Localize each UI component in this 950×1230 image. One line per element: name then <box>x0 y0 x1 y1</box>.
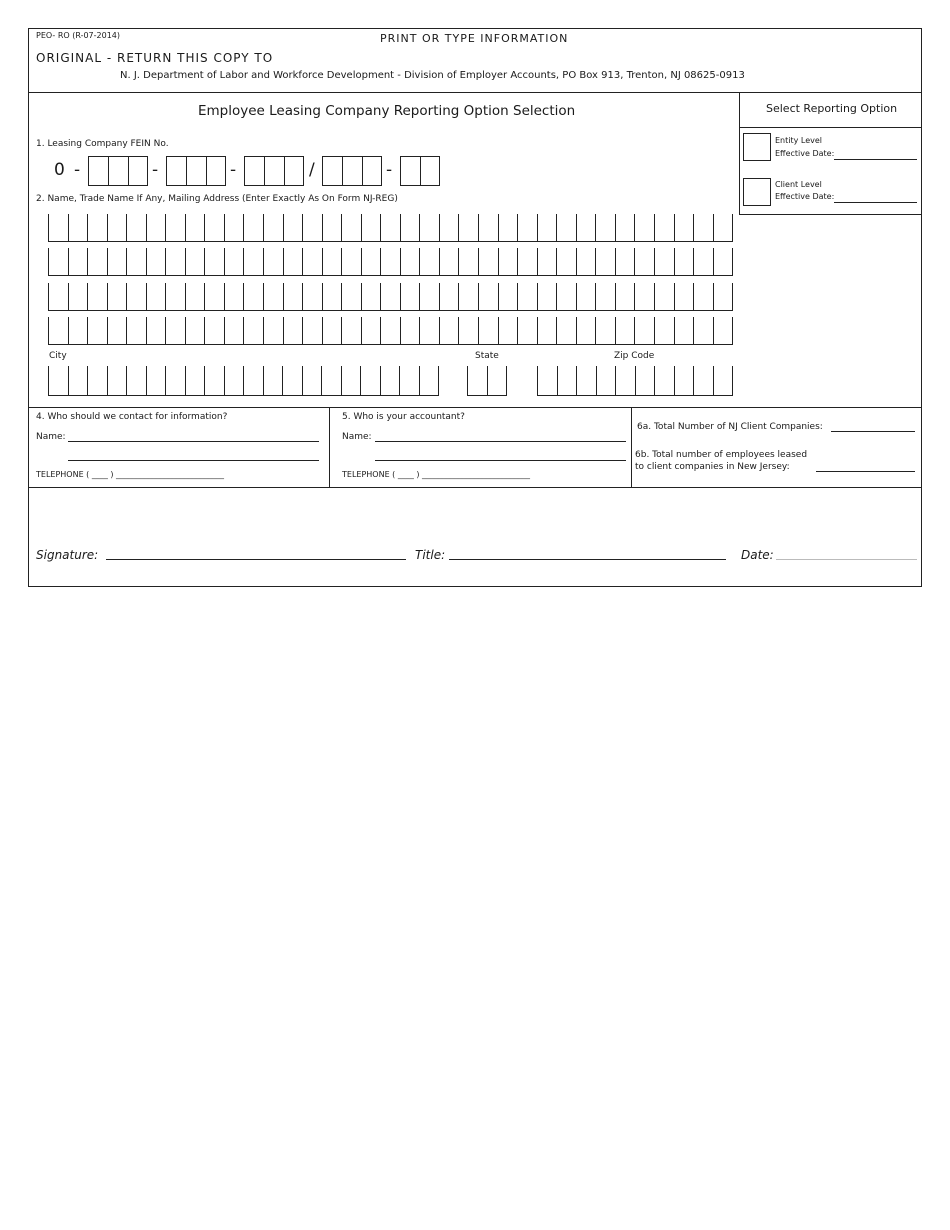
comb-cell[interactable] <box>204 317 224 344</box>
comb-cell[interactable] <box>341 214 361 241</box>
comb-cell[interactable] <box>556 214 576 241</box>
comb-cell[interactable] <box>693 366 713 395</box>
comb-cell[interactable] <box>224 366 244 395</box>
comb-cell[interactable] <box>341 248 361 275</box>
comb-cell[interactable] <box>654 248 674 275</box>
title-label: Title: <box>415 548 446 562</box>
accountant-name-label: Name: <box>342 432 372 442</box>
print-notice: PRINT OR TYPE INFORMATION <box>380 32 569 45</box>
accountant-name-field[interactable] <box>375 441 626 442</box>
date-label: Date: <box>741 548 774 562</box>
comb-cell[interactable] <box>634 317 654 344</box>
comb-cell[interactable] <box>361 317 381 344</box>
comb-cell[interactable] <box>107 317 127 344</box>
comb-cell[interactable] <box>517 283 537 310</box>
contact-telephone[interactable]: TELEPHONE ( ____ ) ___________________________ <box>36 470 225 479</box>
comb-cell[interactable] <box>107 366 127 395</box>
comb-cell[interactable] <box>634 283 654 310</box>
comb-cell[interactable] <box>576 214 596 241</box>
comb-cell[interactable] <box>321 366 341 395</box>
comb-cell[interactable] <box>126 366 146 395</box>
comb-cell[interactable] <box>595 248 615 275</box>
state-field[interactable] <box>467 366 507 396</box>
comb-cell[interactable] <box>68 366 88 395</box>
date-field[interactable] <box>776 559 917 560</box>
comb-cell[interactable] <box>576 366 596 395</box>
comb-cell[interactable] <box>635 366 655 395</box>
return-address: N. J. Department of Labor and Workforce Development - Division of Employer Accounts, PO Box 913, Trenton, NJ 08625-0913 <box>120 70 745 81</box>
comb-cell[interactable] <box>302 214 322 241</box>
comb-cell[interactable] <box>458 283 478 310</box>
comb-cell[interactable] <box>361 248 381 275</box>
comb-cell[interactable] <box>283 317 303 344</box>
comb-cell[interactable] <box>498 214 518 241</box>
comb-cell[interactable] <box>478 248 498 275</box>
comb-cell[interactable] <box>165 214 185 241</box>
comb-cell[interactable] <box>537 248 557 275</box>
comb-cell[interactable] <box>341 366 361 395</box>
comb-cell[interactable] <box>654 283 674 310</box>
comb-cell[interactable] <box>361 283 381 310</box>
comb-cell[interactable] <box>224 317 244 344</box>
comb-cell[interactable] <box>87 283 107 310</box>
comb-cell[interactable] <box>165 366 185 395</box>
entity-level-label: Entity Level <box>775 136 823 145</box>
comb-cell[interactable] <box>146 366 166 395</box>
fein-slash: / <box>309 160 315 180</box>
address-line-4[interactable] <box>48 317 733 345</box>
comb-cell[interactable] <box>713 248 733 275</box>
total-clients-label: 6a. Total Number of NJ Client Companies: <box>637 422 823 432</box>
contact-name-field-2[interactable] <box>68 460 319 461</box>
client-effective-date-label: Effective Date: <box>775 192 835 201</box>
comb-cell[interactable] <box>556 283 576 310</box>
comb-cell[interactable] <box>498 317 518 344</box>
comb-cell[interactable] <box>380 248 400 275</box>
fein-separator: - <box>152 160 159 180</box>
comb-cell[interactable] <box>243 283 263 310</box>
comb-cell[interactable] <box>467 366 487 395</box>
comb-cell[interactable] <box>654 214 674 241</box>
comb-cell[interactable] <box>87 248 107 275</box>
comb-cell[interactable] <box>302 248 322 275</box>
return-label: ORIGINAL - RETURN THIS COPY TO <box>36 51 274 65</box>
comb-cell[interactable] <box>595 317 615 344</box>
comb-cell[interactable] <box>478 317 498 344</box>
comb-cell[interactable] <box>380 283 400 310</box>
comb-cell[interactable] <box>48 248 68 275</box>
fein-separator: - <box>74 160 81 180</box>
comb-cell[interactable] <box>283 248 303 275</box>
comb-cell[interactable] <box>693 248 713 275</box>
comb-cell[interactable] <box>674 248 694 275</box>
comb-cell[interactable] <box>713 283 733 310</box>
entity-effective-date-field[interactable] <box>834 159 917 160</box>
comb-cell[interactable] <box>48 214 68 241</box>
comb-cell[interactable] <box>458 248 478 275</box>
comb-cell[interactable] <box>458 317 478 344</box>
comb-cell[interactable] <box>185 366 205 395</box>
comb-cell[interactable] <box>693 283 713 310</box>
comb-cell[interactable] <box>537 317 557 344</box>
address-line-1[interactable] <box>48 214 733 242</box>
client-level-label: Client Level <box>775 180 822 189</box>
comb-cell[interactable] <box>478 283 498 310</box>
client-level-checkbox[interactable] <box>743 178 771 206</box>
comb-cell[interactable] <box>126 317 146 344</box>
comb-cell[interactable] <box>615 283 635 310</box>
comb-cell[interactable] <box>146 248 166 275</box>
comb-cell[interactable] <box>693 317 713 344</box>
comb-cell[interactable] <box>360 366 380 395</box>
comb-cell[interactable] <box>48 317 68 344</box>
comb-cell[interactable] <box>419 283 439 310</box>
fein-group-5[interactable] <box>400 156 440 186</box>
comb-cell[interactable] <box>419 366 439 395</box>
comb-cell[interactable] <box>487 366 507 395</box>
fein-label: 1. Leasing Company FEIN No. <box>36 139 169 149</box>
total-employees-field[interactable] <box>816 471 915 472</box>
comb-cell[interactable] <box>399 366 419 395</box>
comb-cell[interactable] <box>556 317 576 344</box>
comb-cell[interactable] <box>439 214 459 241</box>
comb-cell[interactable] <box>517 214 537 241</box>
comb-cell[interactable] <box>68 283 88 310</box>
comb-cell[interactable] <box>68 317 88 344</box>
comb-cell[interactable] <box>498 283 518 310</box>
comb-cell[interactable] <box>419 317 439 344</box>
comb-cell[interactable] <box>361 214 381 241</box>
comb-cell[interactable] <box>146 283 166 310</box>
client-effective-date-field[interactable] <box>834 202 917 203</box>
comb-cell[interactable] <box>322 283 342 310</box>
entity-level-checkbox[interactable] <box>743 133 771 161</box>
fein-prefix: 0 <box>54 160 65 180</box>
total-employees-label-1: 6b. Total number of employees leased <box>635 450 808 460</box>
comb-cell[interactable] <box>713 214 733 241</box>
comb-cell[interactable] <box>576 248 596 275</box>
comb-cell[interactable] <box>48 366 68 395</box>
comb-cell[interactable] <box>126 283 146 310</box>
comb-cell[interactable] <box>615 248 635 275</box>
reporting-option-heading: Select Reporting Option <box>766 102 898 115</box>
comb-cell[interactable] <box>615 317 635 344</box>
comb-cell[interactable] <box>107 248 127 275</box>
comb-cell[interactable] <box>107 214 127 241</box>
comb-cell[interactable] <box>165 283 185 310</box>
comb-cell[interactable] <box>302 366 322 395</box>
fein-separator: - <box>230 160 237 180</box>
comb-cell[interactable] <box>341 317 361 344</box>
comb-cell[interactable] <box>537 283 557 310</box>
comb-cell[interactable] <box>654 366 674 395</box>
comb-cell[interactable] <box>674 214 694 241</box>
accountant-telephone[interactable]: TELEPHONE ( ____ ) ___________________________ <box>342 470 531 479</box>
fein-separator: - <box>386 160 393 180</box>
comb-cell[interactable] <box>576 317 596 344</box>
comb-cell[interactable] <box>341 283 361 310</box>
comb-cell[interactable] <box>146 214 166 241</box>
comb-cell[interactable] <box>204 214 224 241</box>
comb-cell[interactable] <box>634 214 654 241</box>
fein-group-2[interactable] <box>166 156 226 186</box>
comb-cell[interactable] <box>185 317 205 344</box>
fein-group-3[interactable] <box>244 156 304 186</box>
comb-cell[interactable] <box>380 214 400 241</box>
comb-cell[interactable] <box>439 248 459 275</box>
accountant-column-divider <box>631 407 632 488</box>
signature-section-divider <box>28 487 922 488</box>
city-label: City <box>49 351 67 361</box>
comb-cell[interactable] <box>380 317 400 344</box>
state-label: State <box>475 351 499 361</box>
comb-cell[interactable] <box>576 283 596 310</box>
comb-cell[interactable] <box>595 214 615 241</box>
comb-cell[interactable] <box>615 214 635 241</box>
comb-cell[interactable] <box>713 366 733 395</box>
reporting-option-divider <box>739 127 922 128</box>
comb-cell[interactable] <box>224 283 244 310</box>
accountant-name-field-2[interactable] <box>375 460 626 461</box>
contact-section-divider <box>28 407 922 408</box>
comb-cell[interactable] <box>439 283 459 310</box>
comb-cell[interactable] <box>185 283 205 310</box>
comb-cell[interactable] <box>146 317 166 344</box>
comb-cell[interactable] <box>595 283 615 310</box>
comb-cell[interactable] <box>537 366 557 395</box>
comb-cell[interactable] <box>713 317 733 344</box>
comb-cell[interactable] <box>517 317 537 344</box>
fein-group-1[interactable] <box>88 156 148 186</box>
comb-cell[interactable] <box>204 248 224 275</box>
comb-cell[interactable] <box>674 366 694 395</box>
comb-cell[interactable] <box>224 248 244 275</box>
comb-cell[interactable] <box>263 317 283 344</box>
comb-cell[interactable] <box>165 248 185 275</box>
comb-cell[interactable] <box>537 214 557 241</box>
signature-label: Signature: <box>36 548 99 562</box>
comb-cell[interactable] <box>302 283 322 310</box>
comb-cell[interactable] <box>263 366 283 395</box>
comb-cell[interactable] <box>185 248 205 275</box>
comb-cell[interactable] <box>126 214 146 241</box>
comb-cell[interactable] <box>87 366 107 395</box>
comb-cell[interactable] <box>498 248 518 275</box>
comb-cell[interactable] <box>674 283 694 310</box>
zip-label: Zip Code <box>614 351 655 361</box>
comb-cell[interactable] <box>243 366 263 395</box>
comb-cell[interactable] <box>165 317 185 344</box>
signature-field[interactable] <box>106 559 406 560</box>
comb-cell[interactable] <box>107 283 127 310</box>
page-title: Employee Leasing Company Reporting Option Selection <box>198 103 576 119</box>
total-employees-label-2: to client companies in New Jersey: <box>635 462 790 472</box>
comb-cell[interactable] <box>419 214 439 241</box>
comb-cell[interactable] <box>556 248 576 275</box>
contact-label: 4. Who should we contact for information? <box>36 412 228 422</box>
comb-cell[interactable] <box>322 248 342 275</box>
comb-cell[interactable] <box>400 214 420 241</box>
comb-cell[interactable] <box>634 248 654 275</box>
entity-effective-date-label: Effective Date: <box>775 149 835 158</box>
comb-cell[interactable] <box>185 214 205 241</box>
comb-cell[interactable] <box>400 317 420 344</box>
comb-cell[interactable] <box>478 214 498 241</box>
comb-cell[interactable] <box>615 366 635 395</box>
fein-group-4[interactable] <box>322 156 382 186</box>
comb-cell[interactable] <box>263 248 283 275</box>
comb-cell[interactable] <box>48 283 68 310</box>
comb-cell[interactable] <box>243 317 263 344</box>
comb-cell[interactable] <box>87 214 107 241</box>
comb-cell[interactable] <box>654 317 674 344</box>
accountant-label: 5. Who is your accountant? <box>342 412 465 422</box>
contact-name-label: Name: <box>36 432 66 442</box>
comb-cell[interactable] <box>126 248 146 275</box>
comb-cell[interactable] <box>224 214 244 241</box>
comb-cell[interactable] <box>204 283 224 310</box>
comb-cell[interactable] <box>674 317 694 344</box>
comb-cell[interactable] <box>283 283 303 310</box>
comb-cell[interactable] <box>243 248 263 275</box>
comb-cell[interactable] <box>282 366 302 395</box>
comb-cell[interactable] <box>400 283 420 310</box>
comb-cell[interactable] <box>322 317 342 344</box>
zip-field[interactable] <box>537 366 733 396</box>
comb-cell[interactable] <box>283 214 303 241</box>
comb-cell[interactable] <box>400 248 420 275</box>
title-field[interactable] <box>449 559 726 560</box>
address-line-3[interactable] <box>48 283 733 311</box>
total-clients-field[interactable] <box>831 431 915 432</box>
comb-cell[interactable] <box>204 366 224 395</box>
comb-cell[interactable] <box>458 214 478 241</box>
comb-cell[interactable] <box>557 366 577 395</box>
comb-cell[interactable] <box>693 214 713 241</box>
comb-cell[interactable] <box>263 214 283 241</box>
comb-cell[interactable] <box>68 248 88 275</box>
address-label: 2. Name, Trade Name If Any, Mailing Address (Enter Exactly As On Form NJ-REG) <box>36 194 398 204</box>
comb-cell[interactable] <box>596 366 616 395</box>
form-id: PEO- RO (R-07-2014) <box>36 31 121 40</box>
comb-cell[interactable] <box>419 248 439 275</box>
comb-cell[interactable] <box>439 317 459 344</box>
comb-cell[interactable] <box>243 214 263 241</box>
contact-column-divider <box>329 407 330 488</box>
comb-cell[interactable] <box>380 366 400 395</box>
contact-name-field[interactable] <box>68 441 319 442</box>
comb-cell[interactable] <box>68 214 88 241</box>
comb-cell[interactable] <box>322 214 342 241</box>
city-field[interactable] <box>48 366 439 396</box>
comb-cell[interactable] <box>263 283 283 310</box>
comb-cell[interactable] <box>302 317 322 344</box>
comb-cell[interactable] <box>87 317 107 344</box>
comb-cell[interactable] <box>517 248 537 275</box>
address-line-2[interactable] <box>48 248 733 276</box>
